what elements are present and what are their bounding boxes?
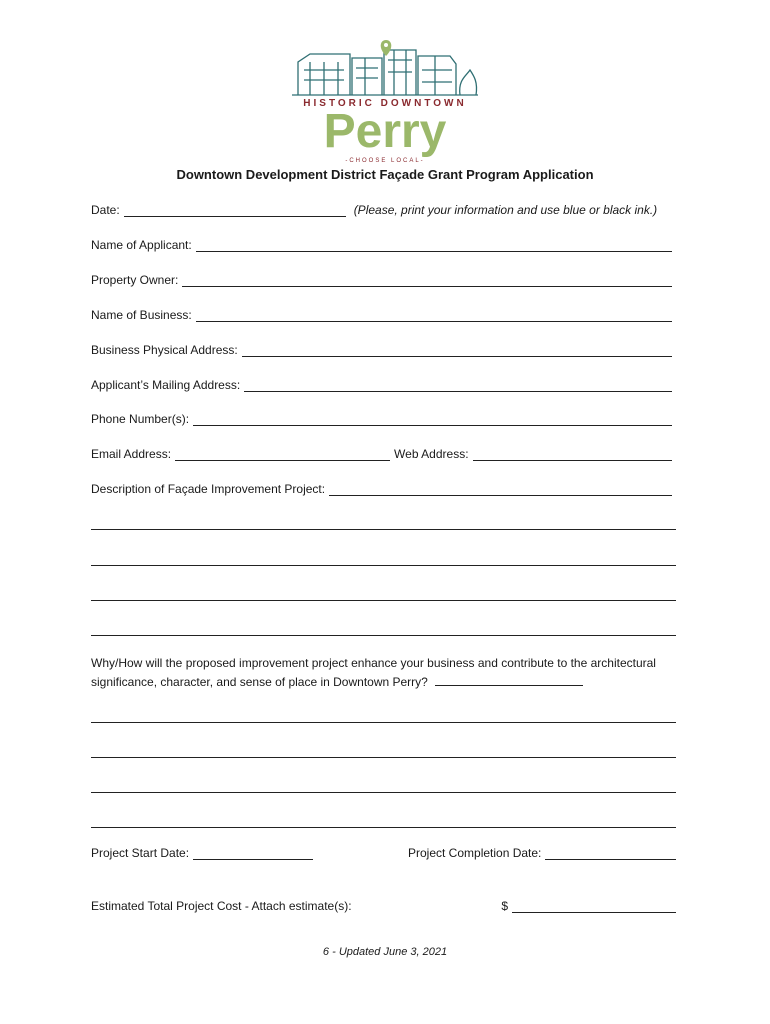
date-field[interactable] [124,204,346,217]
description-line-4[interactable] [91,635,676,636]
historic-downtown-perry-logo [290,40,480,170]
phone-label: Phone Number(s): [91,412,190,426]
mailing-address-row [91,378,676,392]
email-label: Email Address: [91,447,172,461]
enhancement-line-4[interactable] [91,827,676,828]
web-label: Web Address: [394,447,469,461]
business-field[interactable] [196,309,672,322]
applicant-field[interactable] [196,239,672,252]
enhancement-line-2[interactable] [91,757,676,758]
email-field[interactable] [175,448,390,461]
description-line-3[interactable] [91,600,676,601]
physical-address-row [91,343,676,357]
form-title: Downtown Development District Façade Grant Program Application [176,167,594,182]
logo-tagline-bottom: -CHOOSE LOCAL- [345,158,425,164]
storefront-skyline-icon [290,40,480,100]
owner-label: Property Owner: [91,273,179,287]
cost-field[interactable] [512,900,676,913]
enhancement-line-3[interactable] [91,792,676,793]
date-label: Date: [91,203,120,217]
applicant-label: Name of Applicant: [91,238,192,252]
physical-address-label: Business Physical Address: [91,343,238,357]
web-field[interactable] [473,448,672,461]
description-line-2[interactable] [91,565,676,566]
mailing-address-label: Applicant’s Mailing Address: [91,378,241,392]
owner-row [91,273,676,287]
owner-field[interactable] [182,274,672,287]
logo-wordmark: Perry [323,105,447,158]
ink-instruction-note: (Please, print your information and use blue or black ink.) [353,203,658,217]
applicant-row [91,238,676,252]
page-footer: 6 - Updated June 3, 2021 [322,946,448,958]
start-date-field[interactable] [193,847,313,860]
completion-date-field[interactable] [545,847,676,860]
description-field[interactable] [329,483,672,496]
description-line-1[interactable] [91,529,676,530]
enhancement-line-1[interactable] [91,722,676,723]
completion-date-row [408,846,676,860]
enhancement-question-text: Why/How will the proposed improvement project enhance your business and contribute to the architectural significance, character, and sense of place in Downtown Perry? [91,656,656,689]
start-date-label: Project Start Date: [91,846,190,860]
start-date-row [91,846,331,860]
enhancement-field[interactable] [435,673,583,686]
phone-field[interactable] [193,413,672,426]
email-web-row [91,447,676,461]
description-row [91,482,676,496]
business-label: Name of Business: [91,308,192,322]
cost-label: Estimated Total Project Cost - Attach estimate(s): [91,899,352,913]
logo-tagline-top: HISTORIC DOWNTOWN [303,98,467,109]
physical-address-field[interactable] [242,344,672,357]
mailing-address-field[interactable] [244,379,672,392]
business-row [91,308,676,322]
currency-symbol: $ [501,899,508,913]
date-row [91,203,676,217]
completion-date-label: Project Completion Date: [408,846,542,860]
cost-row [91,899,676,913]
phone-row [91,412,676,426]
enhancement-question [91,654,676,692]
description-label: Description of Façade Improvement Project: [91,482,326,496]
